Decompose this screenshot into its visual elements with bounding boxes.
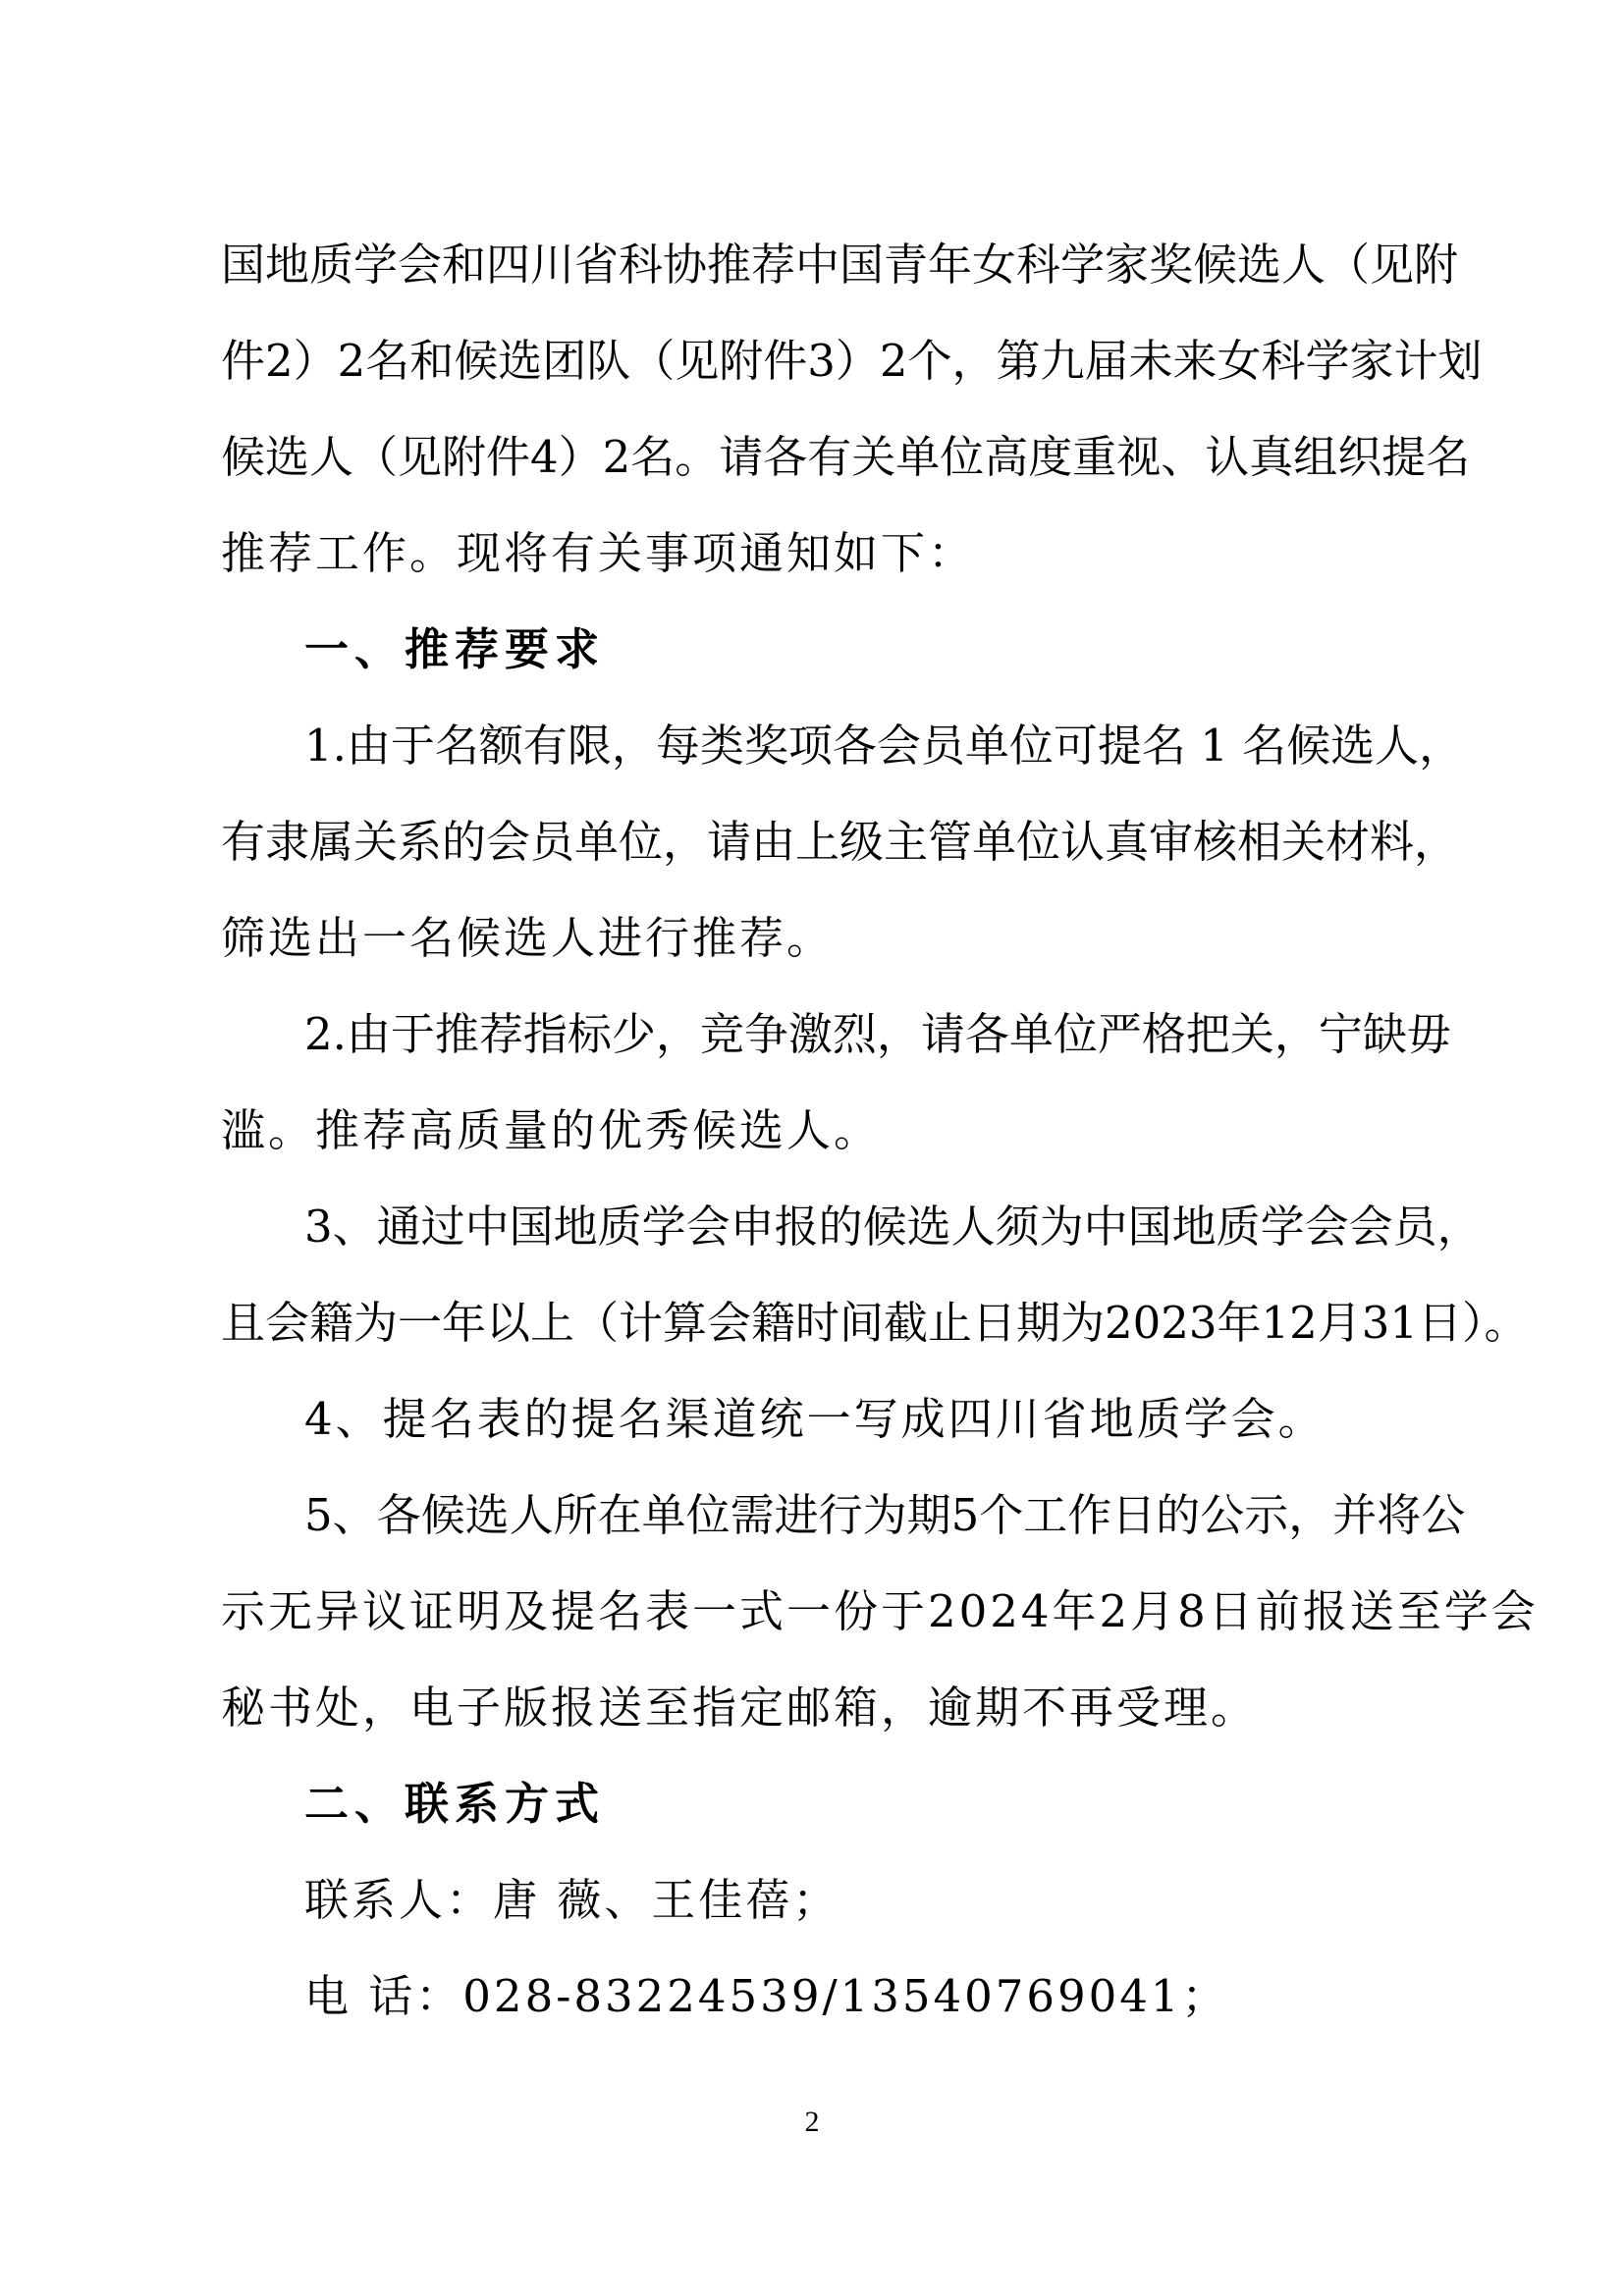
page-number: 2: [804, 2106, 820, 2138]
paragraph-intro-line-2: 件2）2名和候选团队（见附件3）2个，第九届未来女科学家计划: [221, 335, 1483, 387]
item-2-line-1: 2.由于推荐指标少，竞争激烈，请各单位严格把关，宁缺毋: [304, 1008, 1451, 1060]
paragraph-intro-line-1: 国地质学会和四川省科协推荐中国青年女科学家奖候选人（见附: [221, 239, 1459, 291]
section-heading-requirements: 一、推荐要求: [304, 623, 606, 675]
item-3-line-2: 且会籍为一年以上（计算会籍时间截止日期为2023年12月31日）。: [221, 1297, 1529, 1349]
paragraph-intro-line-4: 推荐工作。现将有关事项通知如下：: [221, 527, 976, 579]
contact-phone: 电 话：028-83224539/13540769041；: [304, 1970, 1229, 2022]
contact-person: 联系人：唐 薇、王佳蓓；: [304, 1874, 840, 1926]
paragraph-intro-line-3: 候选人（见附件4）2名。请各有关单位高度重视、认真组织提名: [221, 431, 1471, 483]
item-5-line-1: 5、各候选人所在单位需进行为期5个工作日的公示，并将公: [304, 1489, 1466, 1541]
item-1-line-2: 有隶属关系的会员单位，请由上级主管单位认真审核相关材料，: [221, 816, 1459, 868]
item-2-line-2: 滥。推荐高质量的优秀候选人。: [221, 1104, 882, 1156]
item-4-line-1: 4、提名表的提名渠道统一写成四川省地质学会。: [304, 1393, 1326, 1445]
section-heading-contact: 二、联系方式: [304, 1778, 606, 1830]
item-3-line-1: 3、通过中国地质学会申报的候选人须为中国地质学会会员，: [304, 1201, 1482, 1253]
item-1-line-3: 筛选出一名候选人进行推荐。: [221, 912, 835, 964]
item-5-line-2: 示无异议证明及提名表一式一份于2024年2月8日前报送至学会: [221, 1585, 1539, 1637]
item-1-line-1: 1.由于名额有限，每类奖项各会员单位可提名 1 名候选人，: [304, 720, 1464, 772]
item-5-line-3: 秘书处，电子版报送至指定邮箱，逾期不再受理。: [221, 1682, 1259, 1734]
